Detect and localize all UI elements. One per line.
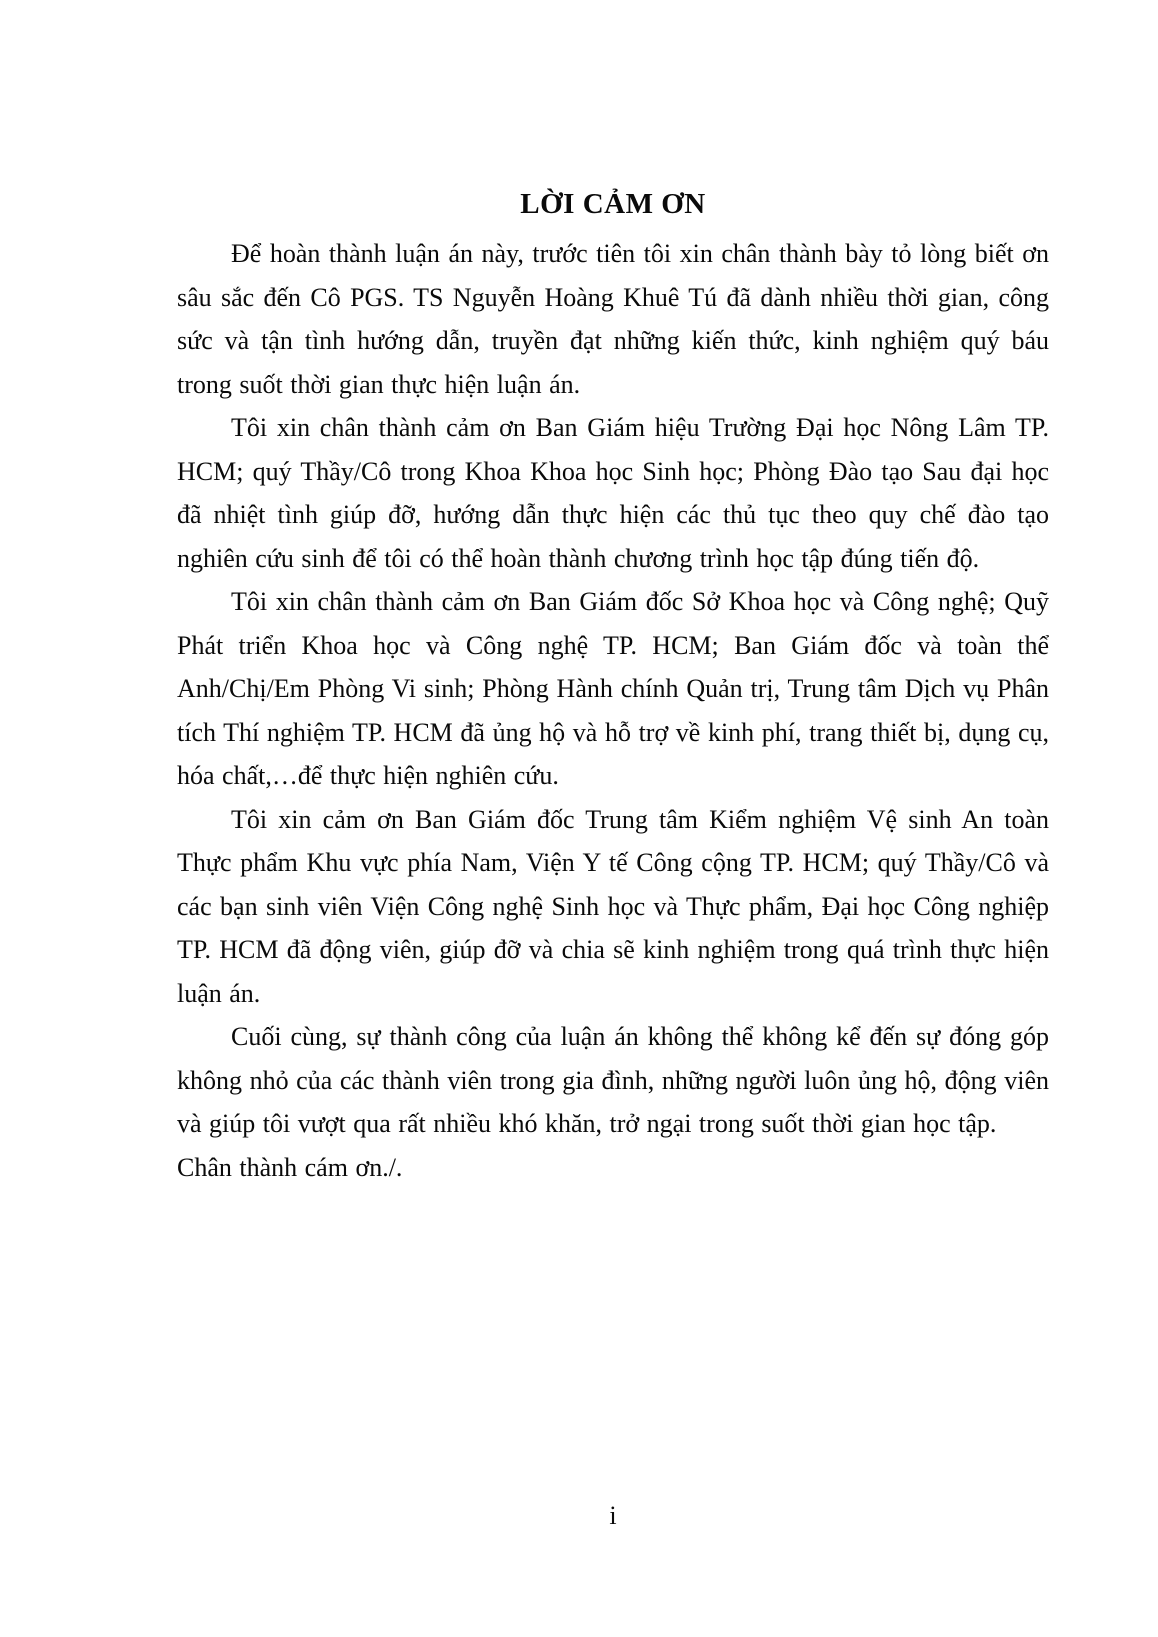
paragraph-acknowledgement-center: Tôi xin cảm ơn Ban Giám đốc Trung tâm Kiểm nghiệm Vệ sinh An toàn Thực phẩm Khu vực phía Nam, Viện Y tế Công cộng TP. HCM; quý Thầy/Cô và các bạn sinh viên Viện Công nghệ Sinh học và Thực phẩm, Đại học Công nghiệp TP. HCM đã động viên, giúp đỡ và chia sẽ kinh nghiệm trong quá trình thực hiện luận án.: [177, 804, 1049, 1008]
paragraph-acknowledgement-department: Tôi xin chân thành cảm ơn Ban Giám đốc Sở Khoa học và Công nghệ; Quỹ Phát triển Khoa học và Công nghệ TP. HCM; Ban Giám đốc và toàn thể Anh/Chị/Em Phòng Vi sinh; Phòng Hành chính Quản trị, Trung tâm Dịch vụ Phân tích Thí nghiệm TP. HCM đã ủng hộ và hỗ trợ về kinh phí, trang thiết bị, dụng cụ, hóa chất,…để thực hiện nghiên cứu.: [177, 587, 1049, 790]
paragraph-acknowledgement-family: Cuối cùng, sự thành công của luận án không thể không kể đến sự đóng góp không nhỏ của các thành viên trong gia đình, những người luôn ủng hộ, động viên và giúp tôi vượt qua rất nhiều khó khăn, trở ngại trong suốt thời gian học tập.: [177, 1022, 1049, 1138]
page-content: [177, 186, 1049, 1189]
page-number: i: [609, 1501, 617, 1530]
page-title: LỜI CẢM ƠN: [520, 188, 706, 220]
paragraph-acknowledgement-advisor: Để hoàn thành luận án này, trước tiên tôi xin chân thành bày tỏ lòng biết ơn sâu sắc đến Cô PGS. TS Nguyễn Hoàng Khuê Tú đã dành nhiều thời gian, công sức và tận tình hướng dẫn, truyền đạt những kiến thức, kinh nghiệm quý báu trong suốt thời gian thực hiện luận án.: [177, 239, 1049, 399]
closing-line: Chân thành cám ơn./.: [177, 1152, 403, 1182]
paragraph-acknowledgement-university: Tôi xin chân thành cảm ơn Ban Giám hiệu Trường Đại học Nông Lâm TP. HCM; quý Thầy/Cô trong Khoa Khoa học Sinh học; Phòng Đào tạo Sau đại học đã nhiệt tình giúp đỡ, hướng dẫn thực hiện các thủ tục theo quy chế đào tạo nghiên cứu sinh để tôi có thể hoàn thành chương trình học tập đúng tiến độ.: [177, 413, 1049, 573]
